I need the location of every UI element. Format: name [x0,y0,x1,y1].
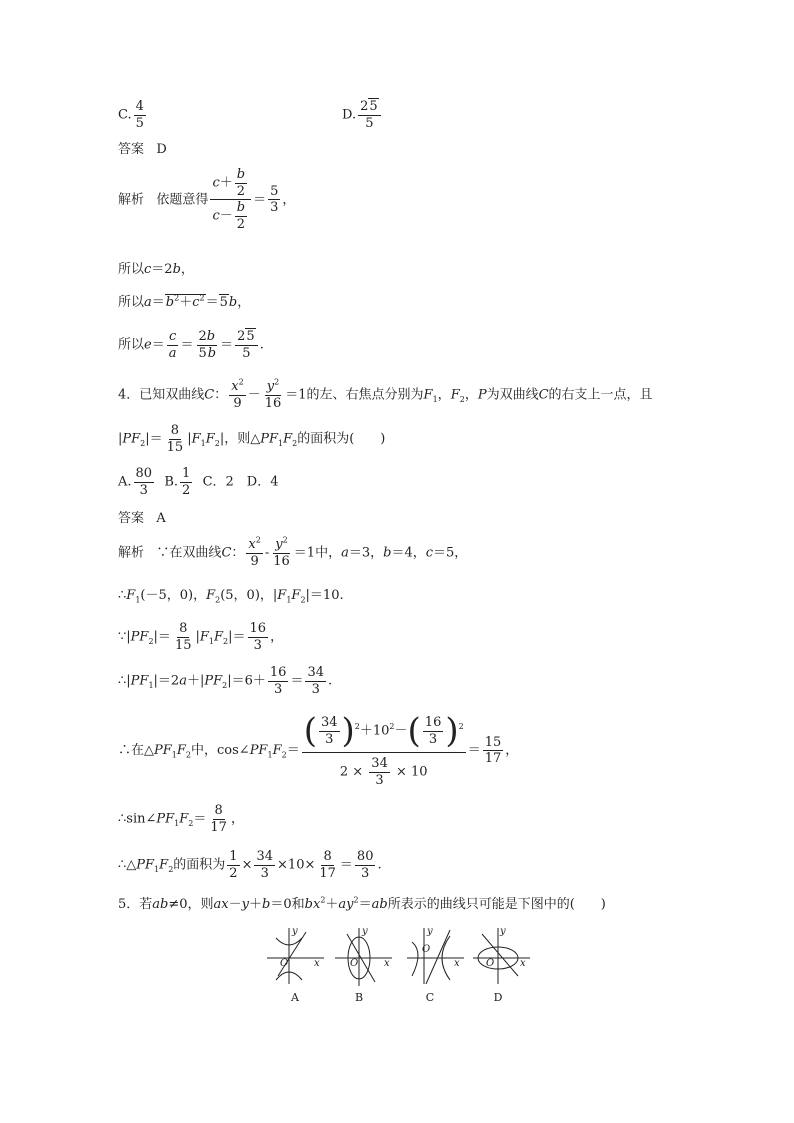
q4-stem-line1: 4．已知双曲线C： $\frac{x^2}{9}$ － $\frac{y^2}{16}$ ＝1的左、右焦点分别为$F_1$，$F_2$，P为双曲线C的右支上一点，且 [118,377,653,411]
figure-label-b: B [354,991,364,1004]
q4-stem-line2: $|PF_2|=$ $\frac{8}{15}$ $|F_1F_2|$，则$\triangle PF_1F_2$的面积为( ) [118,423,386,455]
svg-text:y: y [427,926,433,937]
svg-text:y: y [362,926,368,937]
q3-step2: 所以$a=b^2+c^2=5b$， [118,293,251,310]
q3-answer: 答案 D [118,142,167,157]
option-label: C. [118,107,132,123]
q4-sin: $\therefore\sin\angle PF_1F_2=$ $\frac{8}{17}$ ， [118,803,244,835]
q4-analysis: 解析 ∵在双曲线C： $\frac{x^2}{9}$ - $\frac{y^2}{16}$ ＝1中，a＝3，b＝4，c＝5， [118,535,468,569]
q3-option-c: C. $\frac{4}{5}$ [118,99,144,131]
q3-option-d: D. $\frac{25}{5}$ [342,100,383,130]
q4-answer: 答案 A [118,511,166,526]
axis-y: y [292,926,298,937]
origin: O [280,958,289,969]
q5-stem: 5．若ab≠0，则ax－y＋b＝0和$bx^2+ay^2=ab$所表示的曲线只可能是下图中的( ) [118,895,606,912]
q4-pf2: $\because|PF_2|=$ $\frac{8}{15}$ $|F_1F_2|=$ $\frac{16}{3}$ ， [118,621,284,653]
q4-area: $\therefore\triangle PF_1F_2$的面积为 $\frac{1}{2}$ × $\frac{34}{3}$ ×10× $\frac{8}{17}$ ＝ $\frac{80}{3}$ . [118,849,382,881]
svg-text:x: x [454,958,460,969]
svg-text:y: y [500,926,506,937]
q5-figures [262,924,534,1006]
figure-label-a: A [291,991,299,1004]
figure-label-c: C [425,991,435,1004]
axis-x: x [314,958,320,969]
svg-text:O: O [486,958,495,969]
svg-text:x: x [384,958,390,969]
svg-text:O: O [422,944,431,955]
figure-label-d: D [493,991,503,1004]
q3-analysis: 解析 依题意得 c＋ $\frac{b}{2}$ c－ $\frac{b}{2}$ ＝ $\frac{5}{3}$ ， [118,167,296,232]
q3-step1: 所以c＝2b， [118,262,194,277]
q4-cos: ∴在$\triangle PF_1F_2$中，$\cos\angle PF_1F_2=$ ( $\frac{34}{3}$ )$^2+10^2-$( $\frac{16}{3}$ )$^2$ 2 × $\frac{34}{3}$ × 10 ＝ $\frac{15}{17}$ ， [118,711,519,788]
q3-step3: 所以e＝ $\frac{c}{a}$ ＝ $\frac{2b}{5b}$ ＝ $\frac{25}{5}$ . [118,329,264,361]
svg-text:O: O [350,958,359,969]
q4-pf1: $\therefore|PF_1|=2a+|PF_2|=6+$ $\frac{16}{3}$ ＝ $\frac{34}{3}$ . [118,665,333,697]
q4-options: A. $\frac{80}{3}$ B. $\frac{1}{2}$ C．2 D．4 [118,466,279,498]
option-label: D. [342,107,357,123]
svg-text:x: x [520,958,526,969]
q4-foci: $\therefore F_1(-5$，0)，$F_2(5$，0)，$|F_1F_2|=10$. [118,588,344,605]
figure-c [407,928,464,984]
